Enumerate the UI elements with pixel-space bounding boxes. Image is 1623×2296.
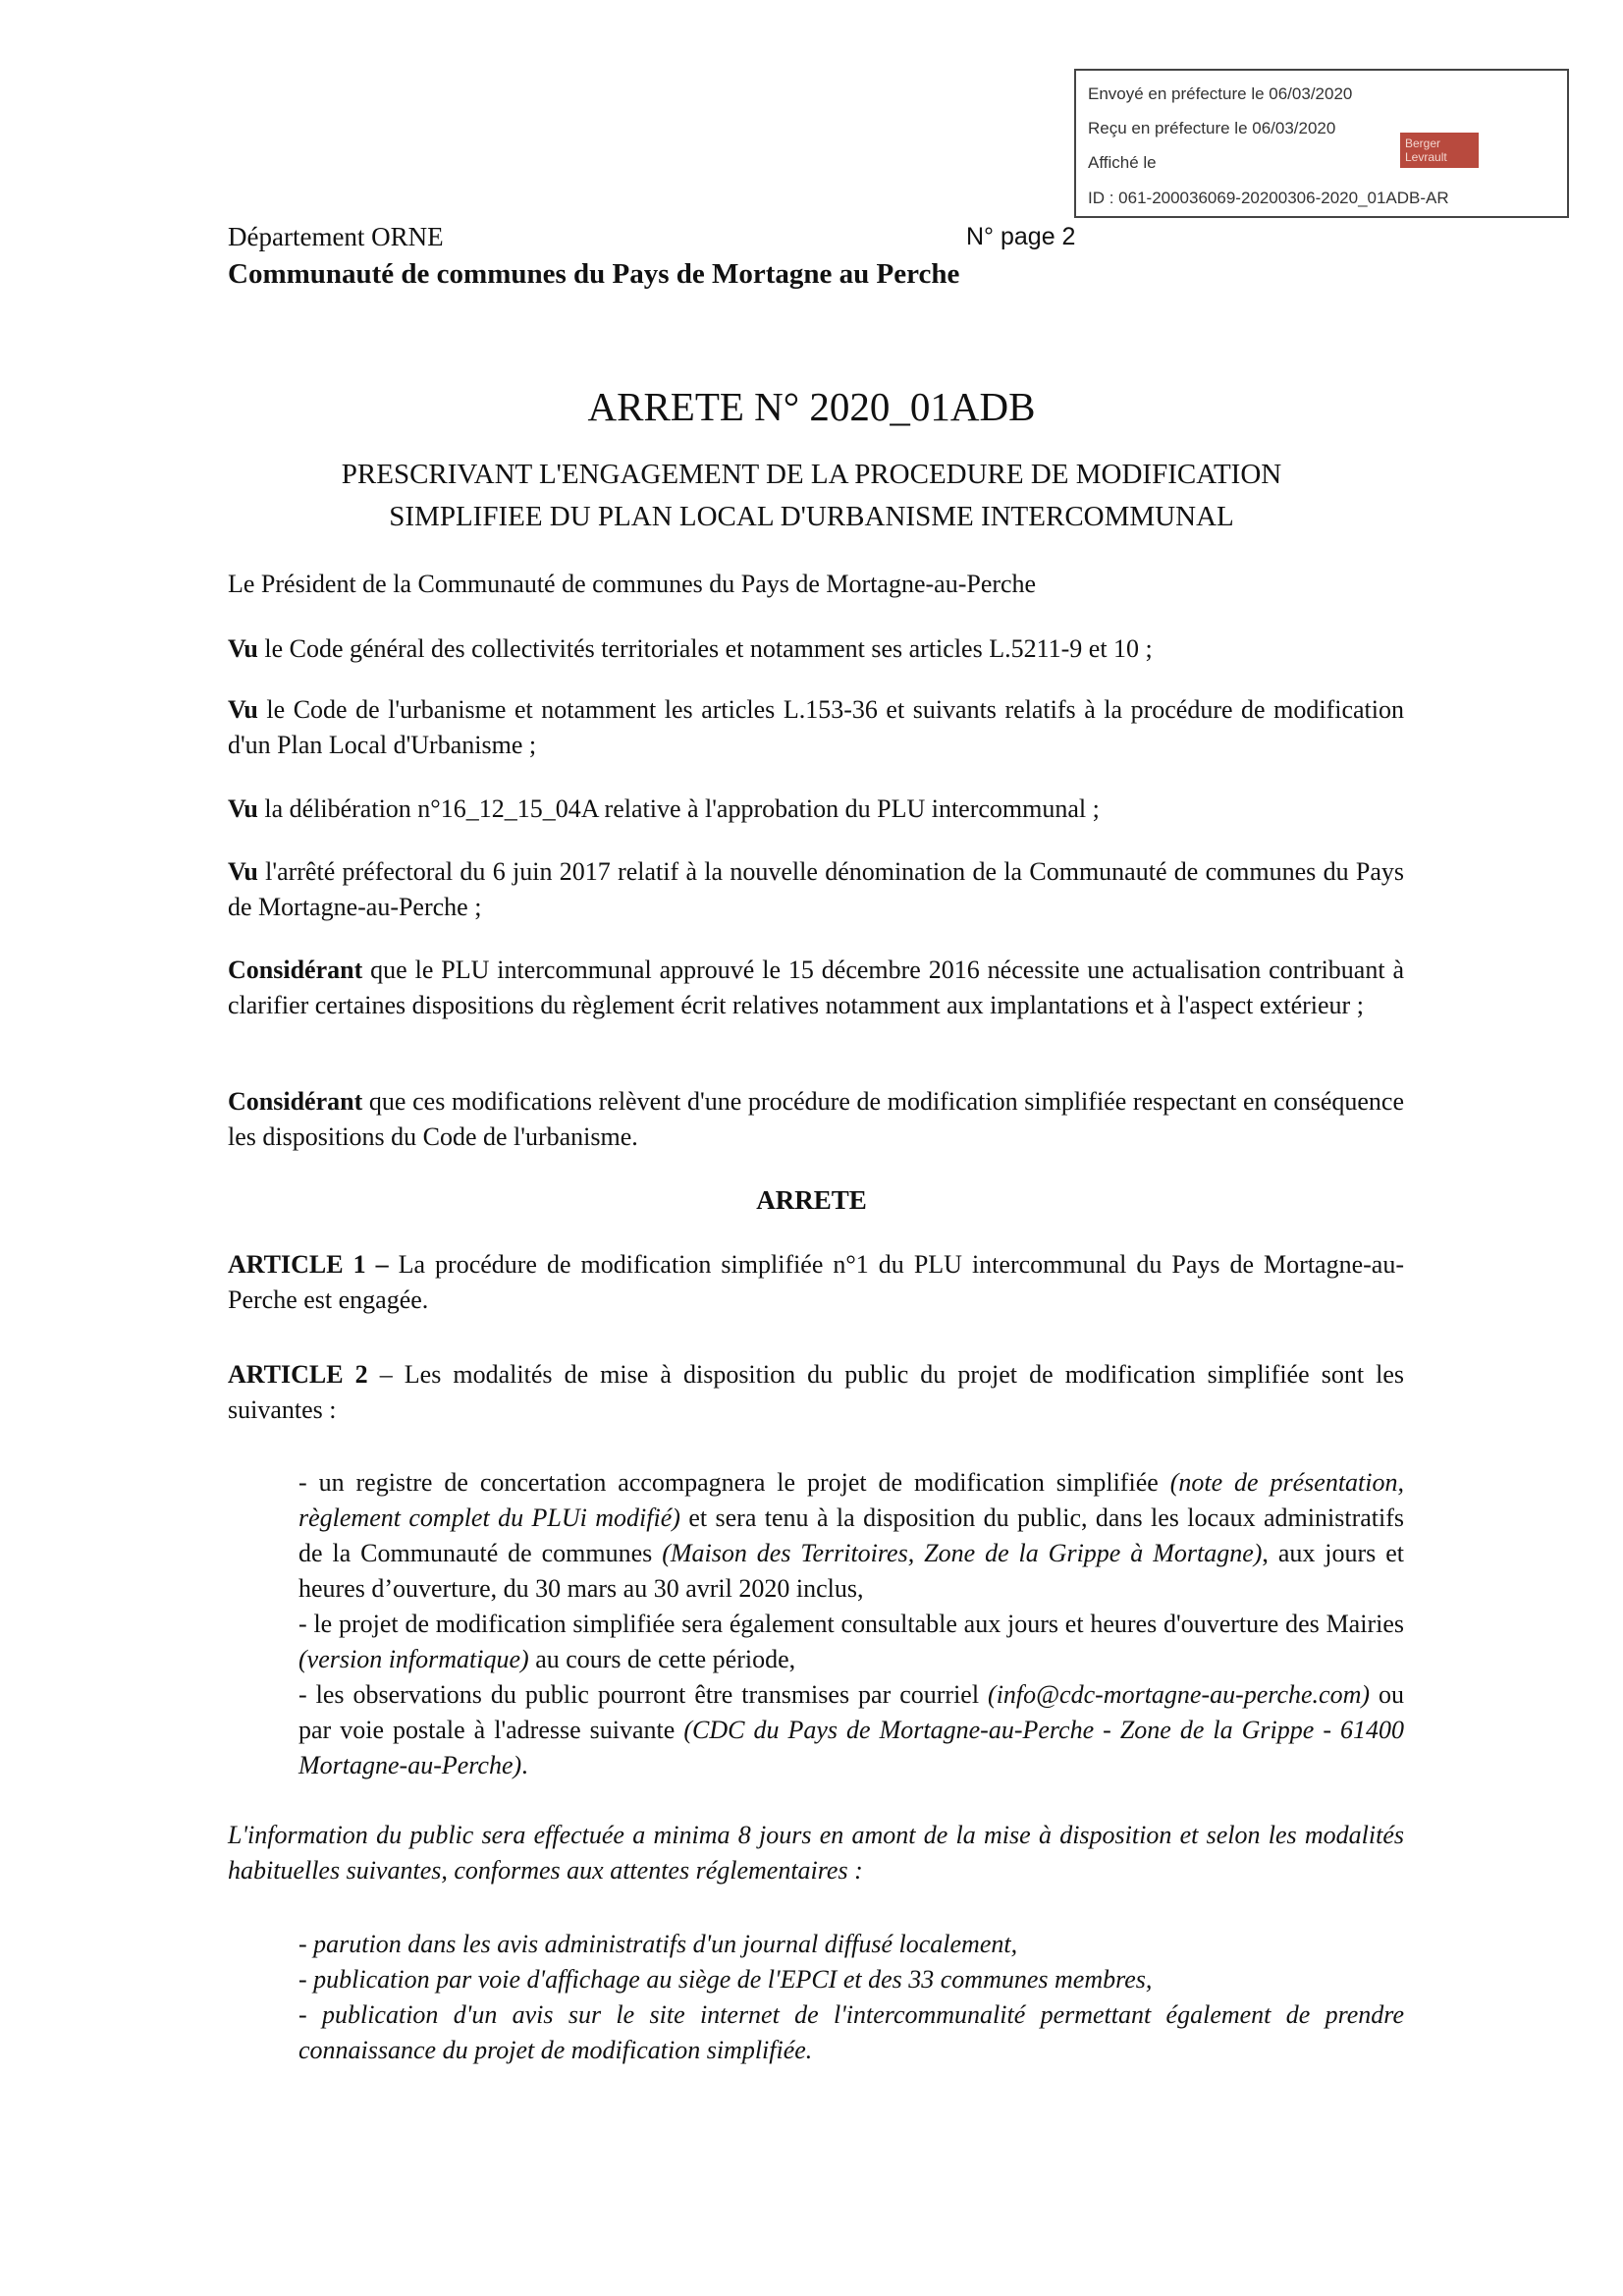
stamp-received: Reçu en préfecture le 06/03/2020 xyxy=(1088,119,1336,137)
article-1: ARTICLE 1 – La procédure de modification simplifiée n°1 du PLU intercommunal du Pays de Mortagne-au-Perche est engagée. xyxy=(228,1250,1404,1314)
bullet-consultation: - le projet de modification simplifiée sera également consultable aux jours et heures d'ouverture des Mairies (version informatique) au cours de cette période, xyxy=(298,1610,1404,1673)
vu-paragraph-1: Vu le Code général des collectivités territoriales et notamment ses articles L.5211-9 et 10 ; xyxy=(228,634,1153,663)
info-item: - parution dans les avis administratifs d'un journal diffusé localement, xyxy=(298,1930,1018,1958)
considerant-paragraph-1: Considérant que le PLU intercommunal approuvé le 15 décembre 2016 nécessite une actualisation contribuant à clarifier certaines dispositions du règlement écrit relatives notamment aux implantations et à l'aspect extérieur ; xyxy=(228,956,1404,1019)
article-2: ARTICLE 2 – Les modalités de mise à disposition du public du projet de modification simplifiée sont les suivantes : xyxy=(228,1360,1404,1424)
prefecture-stamp xyxy=(1074,69,1569,218)
info-item: - publication par voie d'affichage au siège de l'EPCI et des 33 communes membres, xyxy=(298,1965,1153,1994)
info-list xyxy=(298,1927,1404,2068)
subtitle-line-1: PRESCRIVANT L'ENGAGEMENT DE LA PROCEDURE DE MODIFICATION xyxy=(341,459,1282,490)
department: Département ORNE xyxy=(228,222,444,251)
decree-subtitle xyxy=(0,454,1623,538)
bullet-register: - un registre de concertation accompagnera le projet de modification simplifiée (note de présentation, règlement complet du PLUi modifié) et sera tenu à la disposition du public, dans les locaux administratifs de la Communauté de communes (Maison des Territoires, Zone de la Grippe à Mortagne), aux jours et heures d’ouverture, du 30 mars au 30 avril 2020 inclus, xyxy=(298,1468,1404,1603)
stamp-sent: Envoyé en préfecture le 06/03/2020 xyxy=(1088,84,1353,103)
vu-paragraph-4: Vu l'arrêté préfectoral du 6 juin 2017 relatif à la nouvelle dénomination de la Communauté de communes du Pays de Mortagne-au-Perche ; xyxy=(228,857,1404,921)
bullet-list xyxy=(298,1465,1404,1783)
subtitle-line-2: SIMPLIFIEE DU PLAN LOCAL D'URBANISME INTERCOMMUNAL xyxy=(389,501,1234,532)
decree-title: ARRETE N° 2020_01ADB xyxy=(587,384,1036,429)
vu-paragraph-3: Vu la délibération n°16_12_15_04A relative à l'approbation du PLU intercommunal ; xyxy=(228,794,1100,823)
stamp-posted: Affiché le xyxy=(1088,153,1157,172)
vu-paragraph-2: Vu le Code de l'urbanisme et notamment les articles L.153-36 et suivants relatifs à la procédure de modification d'un Plan Local d'Urbanisme ; xyxy=(228,695,1404,759)
information-paragraph: L'information du public sera effectuée a minima 8 jours en amont de la mise à disposition et selon les modalités habituelles suivantes, conformes aux attentes réglementaires : xyxy=(228,1821,1404,1885)
considerant-paragraph-2: Considérant que ces modifications relèvent d'une procédure de modification simplifiée respectant en conséquence les dispositions du Code de l'urbanisme. xyxy=(228,1087,1404,1151)
president-line: Le Président de la Communauté de communes du Pays de Mortagne-au-Perche xyxy=(228,570,1037,598)
info-item: - publication d'un avis sur le site internet de l'intercommunalité permettant également de prendre connaissance du projet de modification simplifiée. xyxy=(298,2000,1404,2064)
page-number: N° page 2 xyxy=(966,223,1076,250)
bullet-observations: - les observations du public pourront être transmises par courriel (info@cdc-mortagne-au-perche.com) ou par voie postale à l'adresse suivante (CDC du Pays de Mortagne-au-Perche - Zone de la Grippe - 61400 Mortagne-au-Perche). xyxy=(298,1680,1405,1779)
stamp-id: ID : 061-200036069-20200306-2020_01ADB-AR xyxy=(1088,189,1449,207)
berger-levrault-logo: Berger Levrault xyxy=(1400,133,1479,168)
arrete-heading: ARRETE xyxy=(756,1185,867,1215)
community-name: Communauté de communes du Pays de Mortagne au Perche xyxy=(228,258,960,290)
